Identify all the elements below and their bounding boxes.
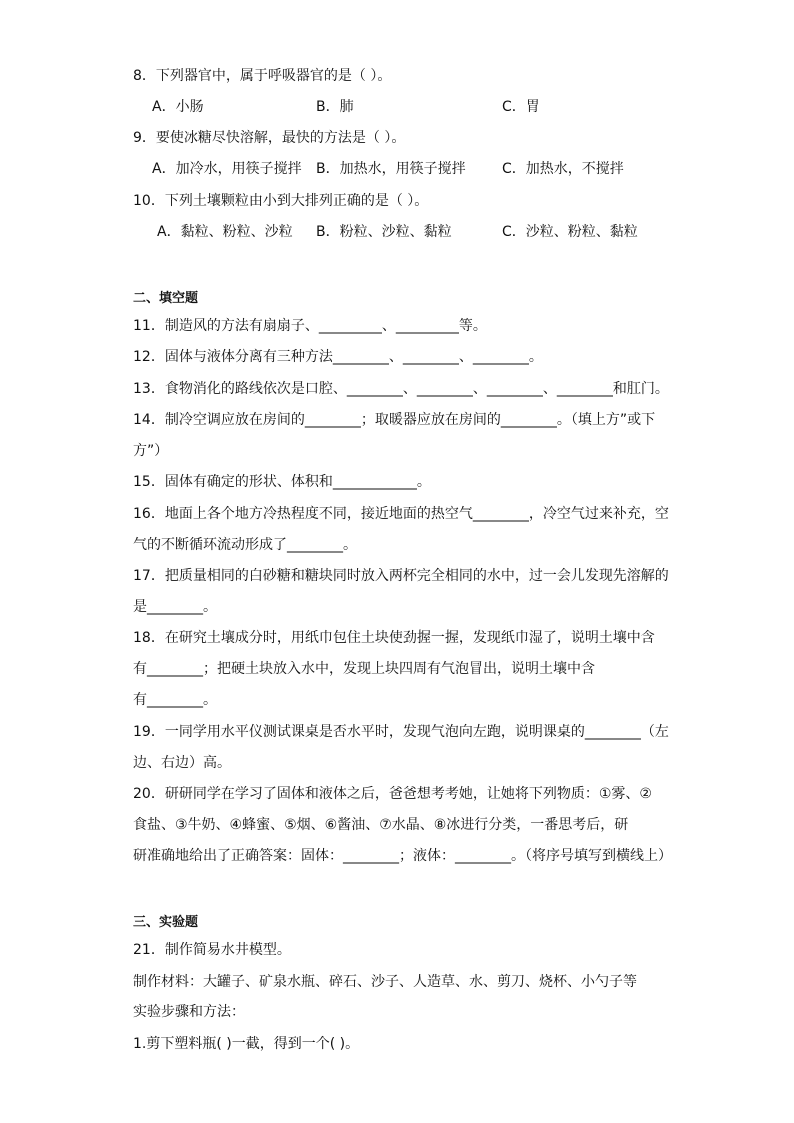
fill-line: 20．研研同学在学习了固体和液体之后，爸爸想考考她，让她将下列物质：①雾、② (133, 786, 652, 802)
fill-line: 13．食物消化的路线依次是口腔、________、________、________、________和肛门。 (133, 381, 669, 397)
question-8-stem: 8．下列器官中，属于呼吸器官的是（ ）。 (133, 68, 392, 84)
question-8-option-a: A．小肠 (152, 99, 204, 115)
fill-line: 16．地面上各个地方冷热程度不同，接近地面的热空气________，冷空气过来补充，空 (133, 506, 669, 522)
question-10-option-c: C．沙粒、粉粒、黏粒 (502, 224, 638, 240)
fill-line: 19．一同学用水平仪测试课桌是否水平时，发现气泡向左跑，说明课桌的________（左 (133, 724, 669, 740)
question-9-stem: 9．要使冰糖尽快溶解，最快的方法是（ ）。 (133, 130, 406, 146)
section-3-heading: 三、实验题 (133, 915, 199, 930)
fill-line: 气的不断循环流动形成了________。 (133, 537, 357, 553)
fill-line: 方”） (133, 443, 169, 459)
experiment-line: 21．制作简易水井模型。 (133, 942, 291, 958)
fill-line: 边、右边）高。 (133, 755, 231, 771)
fill-line: 有________。 (133, 692, 217, 708)
fill-line: 14．制冷空调应放在房间的________；取暖器应放在房间的________。（填上方”或下 (133, 412, 656, 428)
fill-line: 研准确地给出了正确答案：固体：________；液体：________。（将序号填写到横线上） (133, 848, 672, 864)
fill-line: 11．制造风的方法有扇扇子、_________、_________等。 (133, 318, 487, 334)
fill-line: 是________。 (133, 599, 217, 615)
experiment-line: 1.剪下塑料瓶( )一截，得到一个( )。 (133, 1036, 360, 1052)
question-10-option-b: B．粉粒、沙粒、黏粒 (316, 224, 452, 240)
experiment-line: 制作材料：大罐子、矿泉水瓶、碎石、沙子、人造草、水、剪刀、烧杯、小勺子等 (133, 974, 637, 990)
fill-line: 18．在研究土壤成分时，用纸巾包住土块使劲握一握，发现纸巾湿了，说明土壤中含 (133, 630, 655, 646)
question-8-option-b: B．肺 (316, 99, 354, 115)
fill-line: 17．把质量相同的白砂糖和糖块同时放入两杯完全相同的水中，过一会儿发现先溶解的 (133, 568, 669, 584)
fill-line: 12．固体与液体分离有三种方法________、________、________。 (133, 349, 543, 365)
experiment-line: 实验步骤和方法： (133, 1004, 245, 1020)
section-2-heading: 二、填空题 (133, 291, 199, 306)
question-10-option-a: A．黏粒、粉粒、沙粒 (157, 224, 293, 240)
fill-line: 有________；把硬土块放入水中，发现上块四周有气泡冒出，说明土壤中含 (133, 661, 595, 677)
fill-line: 食盐、③牛奶、④蜂蜜、⑤烟、⑥酱油、⑦水晶、⑧冰进行分类，一番思考后，研 (133, 817, 629, 833)
question-9-option-a: A．加冷水，用筷子搅拌 (152, 161, 302, 177)
question-10-stem: 10．下列土壤颗粒由小到大排列正确的是（ ）。 (133, 193, 429, 209)
question-9-option-b: B．加热水，用筷子搅拌 (316, 161, 466, 177)
question-8-option-c: C．胃 (502, 99, 540, 115)
fill-line: 15．固体有确定的形状、体积和____________。 (133, 474, 431, 490)
question-9-option-c: C．加热水，不搅拌 (502, 161, 624, 177)
